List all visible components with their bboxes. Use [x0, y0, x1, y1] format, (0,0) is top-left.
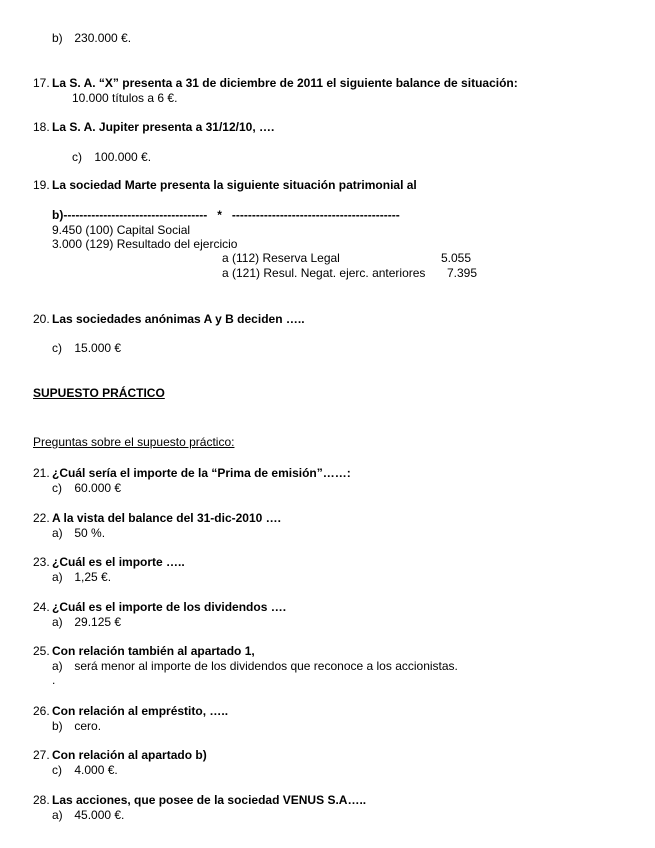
answer-marker: c): [52, 341, 62, 355]
section-subtitle: Preguntas sobre el supuesto práctico:: [33, 435, 235, 449]
journal-entry-line: a (112) Reserva Legal: [222, 251, 340, 265]
question-number: 27.: [33, 748, 50, 762]
answer-line: [52, 808, 124, 822]
question-27: [33, 748, 207, 762]
answer-text: 4.000 €.: [74, 763, 118, 777]
question-text: ¿Cuál es el importe de los dividendos ….: [52, 600, 287, 614]
question-text: A la vista del balance del 31-dic-2010 ….: [52, 511, 281, 525]
journal-entry-line: 3.000 (129) Resultado del ejercicio: [52, 237, 238, 251]
answer-marker: c): [52, 763, 62, 777]
answer-marker: a): [52, 808, 63, 822]
question-number: 24.: [33, 600, 50, 614]
question-text: Con relación al empréstito, …..: [52, 704, 229, 718]
answer-marker: c): [72, 150, 82, 164]
stray-dot: .: [52, 673, 56, 687]
question-text: La S. A. “X” presenta a 31 de diciembre de 2011 el siguiente balance de situación:: [52, 76, 518, 90]
question-number: 19.: [33, 178, 50, 192]
answer-line: [52, 31, 131, 45]
question-21: [33, 466, 351, 480]
answer-marker: a): [52, 659, 63, 673]
section-title: SUPUESTO PRÁCTICO: [33, 386, 165, 400]
answer-text: 29.125 €: [74, 615, 122, 629]
question-number: 20.: [33, 312, 50, 326]
answer-line: [52, 763, 118, 777]
answer-line: [52, 481, 121, 495]
question-24: [33, 600, 286, 614]
question-28: [33, 793, 366, 807]
question-number: 21.: [33, 466, 50, 480]
answer-line: [52, 526, 105, 540]
question-text: Las sociedades anónimas A y B deciden …..: [52, 312, 305, 326]
question-23: [33, 555, 185, 569]
question-number: 25.: [33, 644, 50, 658]
answer-marker: a): [52, 615, 63, 629]
answer-marker: a): [52, 526, 63, 540]
answer-text: cero.: [74, 719, 102, 733]
question-number: 26.: [33, 704, 50, 718]
journal-entry-amount: 7.395: [447, 266, 478, 280]
answer-text: 100.000 €.: [94, 150, 152, 164]
question-19: [33, 178, 417, 192]
question-text: ¿Cuál es el importe …..: [52, 555, 185, 569]
question-17-subtext: 10.000 títulos a 6 €.: [72, 91, 178, 105]
question-26: [33, 704, 228, 718]
answer-line: [52, 719, 101, 733]
question-number: 17.: [33, 76, 50, 90]
answer-line: [72, 150, 151, 164]
question-18: [33, 120, 274, 134]
answer-text: 45.000 €.: [74, 808, 125, 822]
question-text: La S. A. Jupiter presenta a 31/12/10, ….: [52, 120, 275, 134]
answer-line: [52, 615, 121, 629]
question-text: ¿Cuál sería el importe de la “Prima de emisión”……:: [52, 466, 351, 480]
question-text: Con relación al apartado b): [52, 748, 207, 762]
journal-entry-amount: 5.055: [441, 251, 472, 265]
answer-marker: b): [52, 31, 63, 45]
journal-entry-line: 9.450 (100) Capital Social: [52, 223, 191, 237]
question-text: Las acciones, que posee de la sociedad VENUS S.A…..: [52, 793, 367, 807]
question-text: La sociedad Marte presenta la siguiente situación patrimonial al: [52, 178, 417, 192]
question-number: 23.: [33, 555, 50, 569]
answer-text: 230.000 €.: [74, 31, 132, 45]
journal-entry-header: b)------------------------------------ * ------------------------------------------: [52, 208, 400, 222]
answer-text: 15.000 €: [74, 341, 122, 355]
answer-marker: a): [52, 570, 63, 584]
answer-marker: b): [52, 719, 63, 733]
question-22: [33, 511, 281, 525]
question-25: [33, 644, 255, 658]
answer-text: 60.000 €: [74, 481, 122, 495]
answer-text: 1,25 €.: [74, 570, 112, 584]
answer-line: [52, 659, 458, 673]
journal-entry-line: a (121) Resul. Negat. ejerc. anteriores: [222, 266, 426, 280]
answer-marker: c): [52, 481, 62, 495]
answer-line: [52, 570, 111, 584]
question-20: [33, 312, 305, 326]
answer-line: [52, 341, 121, 355]
question-17: [33, 76, 518, 90]
question-number: 18.: [33, 120, 50, 134]
question-number: 22.: [33, 511, 50, 525]
question-text: Con relación también al apartado 1,: [52, 644, 255, 658]
answer-text: 50 %.: [74, 526, 106, 540]
answer-text: será menor al importe de los dividendos que reconoce a los accionistas.: [74, 659, 458, 673]
question-number: 28.: [33, 793, 50, 807]
